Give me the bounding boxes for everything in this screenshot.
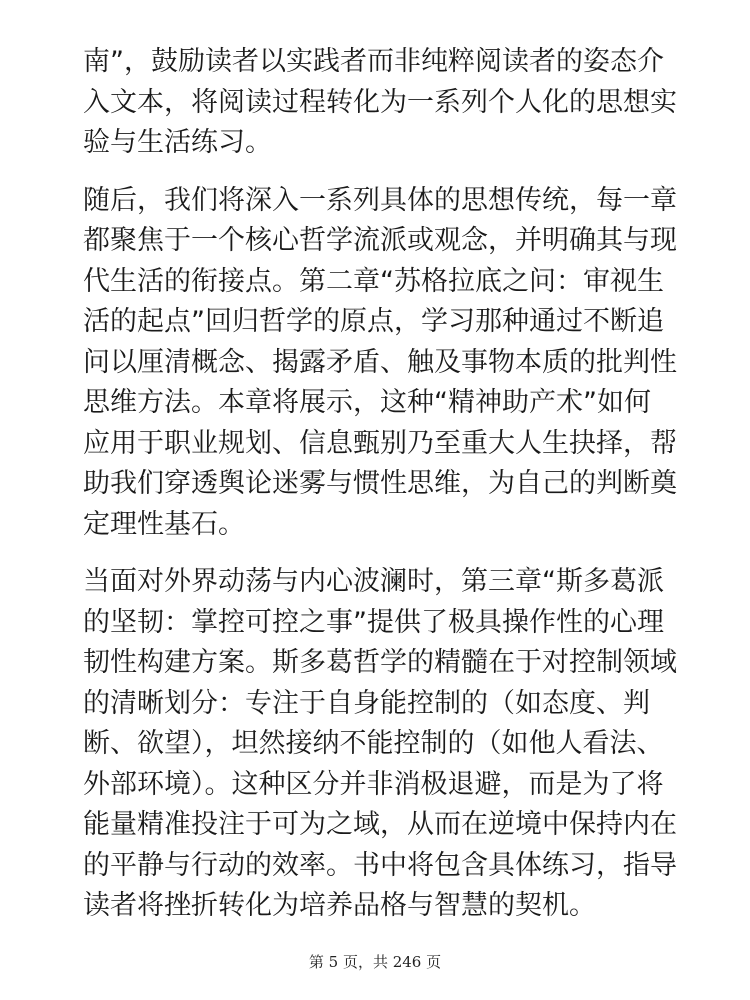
- text-line: 南”，鼓励读者以实践者而非纯粹阅读者的姿态介: [83, 46, 664, 77]
- text-line: 验与生活练习。: [83, 127, 272, 158]
- paragraph-1: [83, 42, 683, 164]
- text-line: 的坚韧：掌控可控之事”提供了极具操作性的心理: [83, 606, 664, 638]
- text-line: 思维方法。本章将展示，这种“精神助产术”如何: [83, 387, 651, 418]
- text-line: 应用于职业规划、信息甄别乃至重大人生抉择，帮: [83, 427, 677, 459]
- text-line: 能量精准投注于可为之域，从而在逆境中保持内在: [83, 809, 677, 840]
- text-line: 随后，我们将深入一系列具体的思想传统，每一章: [83, 184, 677, 216]
- page-number-footer: 第 5 页，共 246 页: [308, 953, 442, 971]
- text-line: 读者将挫折转化为培养品格与智慧的契机。: [83, 890, 596, 921]
- text-line: 问以厘清概念、揭露矛盾、触及事物本质的批判性: [83, 346, 677, 378]
- text-line: 当面对外界动荡与内心波澜时，第三章“斯多葛派: [83, 566, 664, 597]
- text-line: 代生活的衔接点。第二章“苏格拉底之问：审视生: [83, 265, 664, 297]
- paragraph-2: [83, 181, 683, 546]
- text-line: 定理性基石。: [83, 508, 245, 540]
- body-text: [83, 42, 683, 944]
- text-line: 外部环境）。这种区分并非消极退避，而是为了将: [83, 768, 664, 800]
- text-line: 活的起点”回归哲学的原点，学习那种通过不断追: [83, 306, 664, 337]
- text-line: 入文本，将阅读过程转化为一系列个人化的思想实: [83, 86, 677, 118]
- text-line: 的平静与行动的效率。书中将包含具体练习，指导: [83, 849, 677, 881]
- text-line: 的清晰划分：专注于自身能控制的（如态度、判: [83, 687, 650, 719]
- text-line: 断、欲望），坦然接纳不能控制的（如他人看法、: [83, 728, 664, 759]
- paragraph-3: [83, 562, 683, 927]
- text-line: 都聚焦于一个核心哲学流派或观念，并明确其与现: [83, 225, 677, 256]
- text-line: 助我们穿透舆论迷雾与惯性思维，为自己的判断奠: [83, 468, 677, 499]
- text-line: 韧性构建方案。斯多葛哲学的精髓在于对控制领域: [83, 647, 677, 678]
